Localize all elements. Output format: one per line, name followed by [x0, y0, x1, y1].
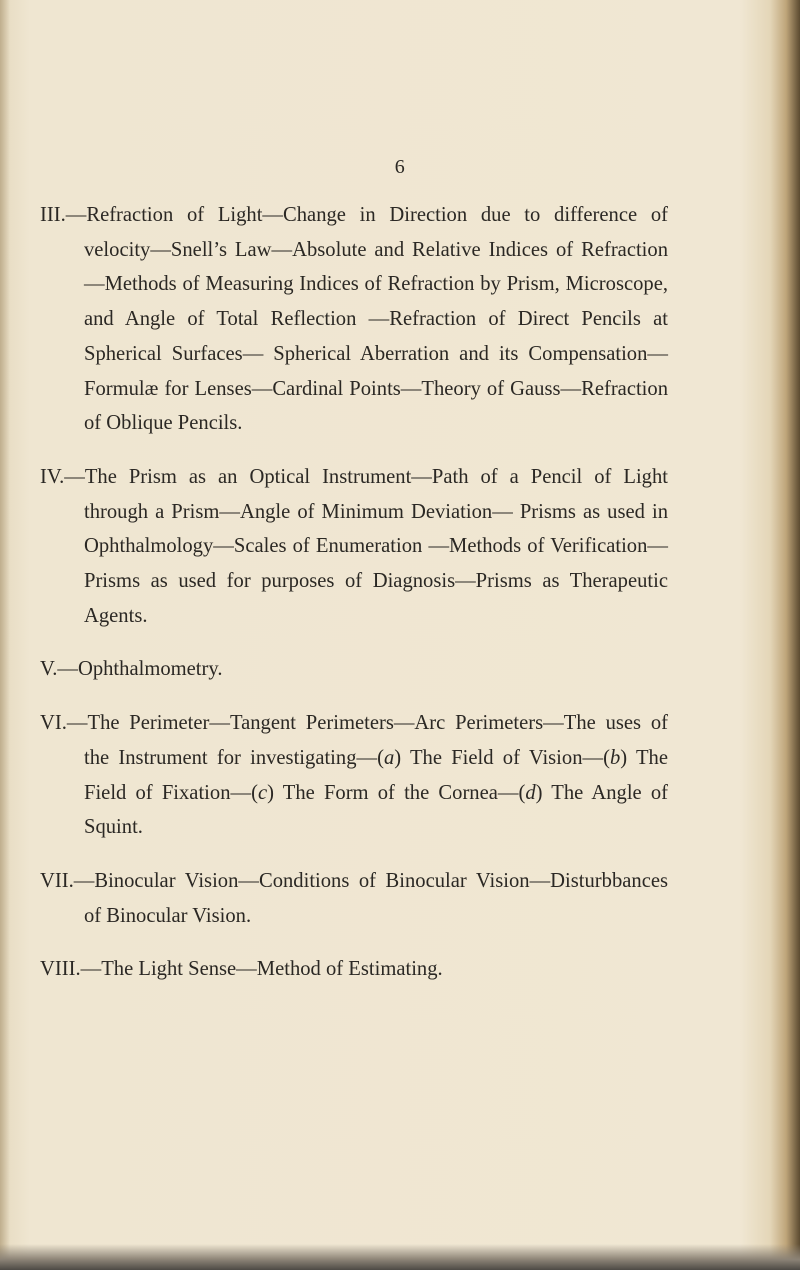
entry-text: —The Prism as an Optical Instrument—Path of a Pencil of Light through a Prism—Angle of Minimum Deviation— Prisms as used in Ophthalmology—Scales of Enumeration —Methods of Verification—Prisms as used for purposes of Diagnosis—Prisms as Therapeutic Agents. — [64, 465, 668, 627]
entry-text-part: —The Perimeter—Tangent Perimeters—Arc Perimeters—The uses of the Instrument for investigating—( — [66, 712, 668, 769]
page-bottom-shadow — [0, 1244, 800, 1270]
entry-numeral: VI. — [40, 712, 67, 735]
syllabus-entry-iii — [40, 198, 668, 441]
entry-italic-letter: b — [609, 746, 621, 769]
entry-numeral: V. — [40, 658, 58, 681]
entry-text: —Refraction of Light—Change in Direction due to difference of velocity—Snell’s Law—Absolute and Relative Indices of Refraction—Methods of Measuring Indices of Refraction by Prism, Microscope, and Angle of Total Reflection —Refraction of Direct Pencils at Spherical Surfaces— Spherical Aberration and its Compensation—Formulæ for Lenses—Cardinal Points—Theory of Gauss—Refraction of Oblique Pencils. — [65, 204, 668, 435]
entry-numeral: III. — [40, 204, 66, 226]
entry-text-part: ) The Field of Vision—( — [394, 746, 610, 769]
entry-text-part: ) The Form of the Cornea—( — [267, 781, 526, 804]
page-left-shadow — [0, 0, 10, 1270]
entry-numeral: VIII. — [40, 958, 81, 981]
entry-text: —The Light Sense—Method of Estimating. — [80, 958, 443, 981]
entry-text: —Binocular Vision—Conditions of Binocular Vision—Disturbbances of Binocular Vision. — [73, 869, 668, 927]
entry-text-part: ) The Angle of Squint. — [84, 781, 669, 839]
syllabus-entry-iv — [40, 460, 668, 634]
syllabus-list — [40, 198, 668, 1006]
syllabus-entry-v — [40, 652, 668, 687]
entry-numeral: IV. — [40, 465, 65, 488]
page-number: 6 — [394, 156, 406, 178]
entry-text-part: ) The Field of Fixation—( — [84, 746, 668, 804]
entry-numeral: VII. — [40, 869, 74, 892]
syllabus-entry-vi — [40, 706, 668, 845]
entry-text: —Ophthalmometry. — [57, 658, 223, 681]
entry-text — [67, 712, 668, 838]
syllabus-entry-viii — [40, 952, 668, 987]
entry-italic-letter: d — [525, 781, 536, 804]
entry-italic-letter: a — [383, 746, 395, 769]
syllabus-entry-vii — [40, 864, 668, 933]
entry-italic-letter: c — [257, 781, 268, 804]
